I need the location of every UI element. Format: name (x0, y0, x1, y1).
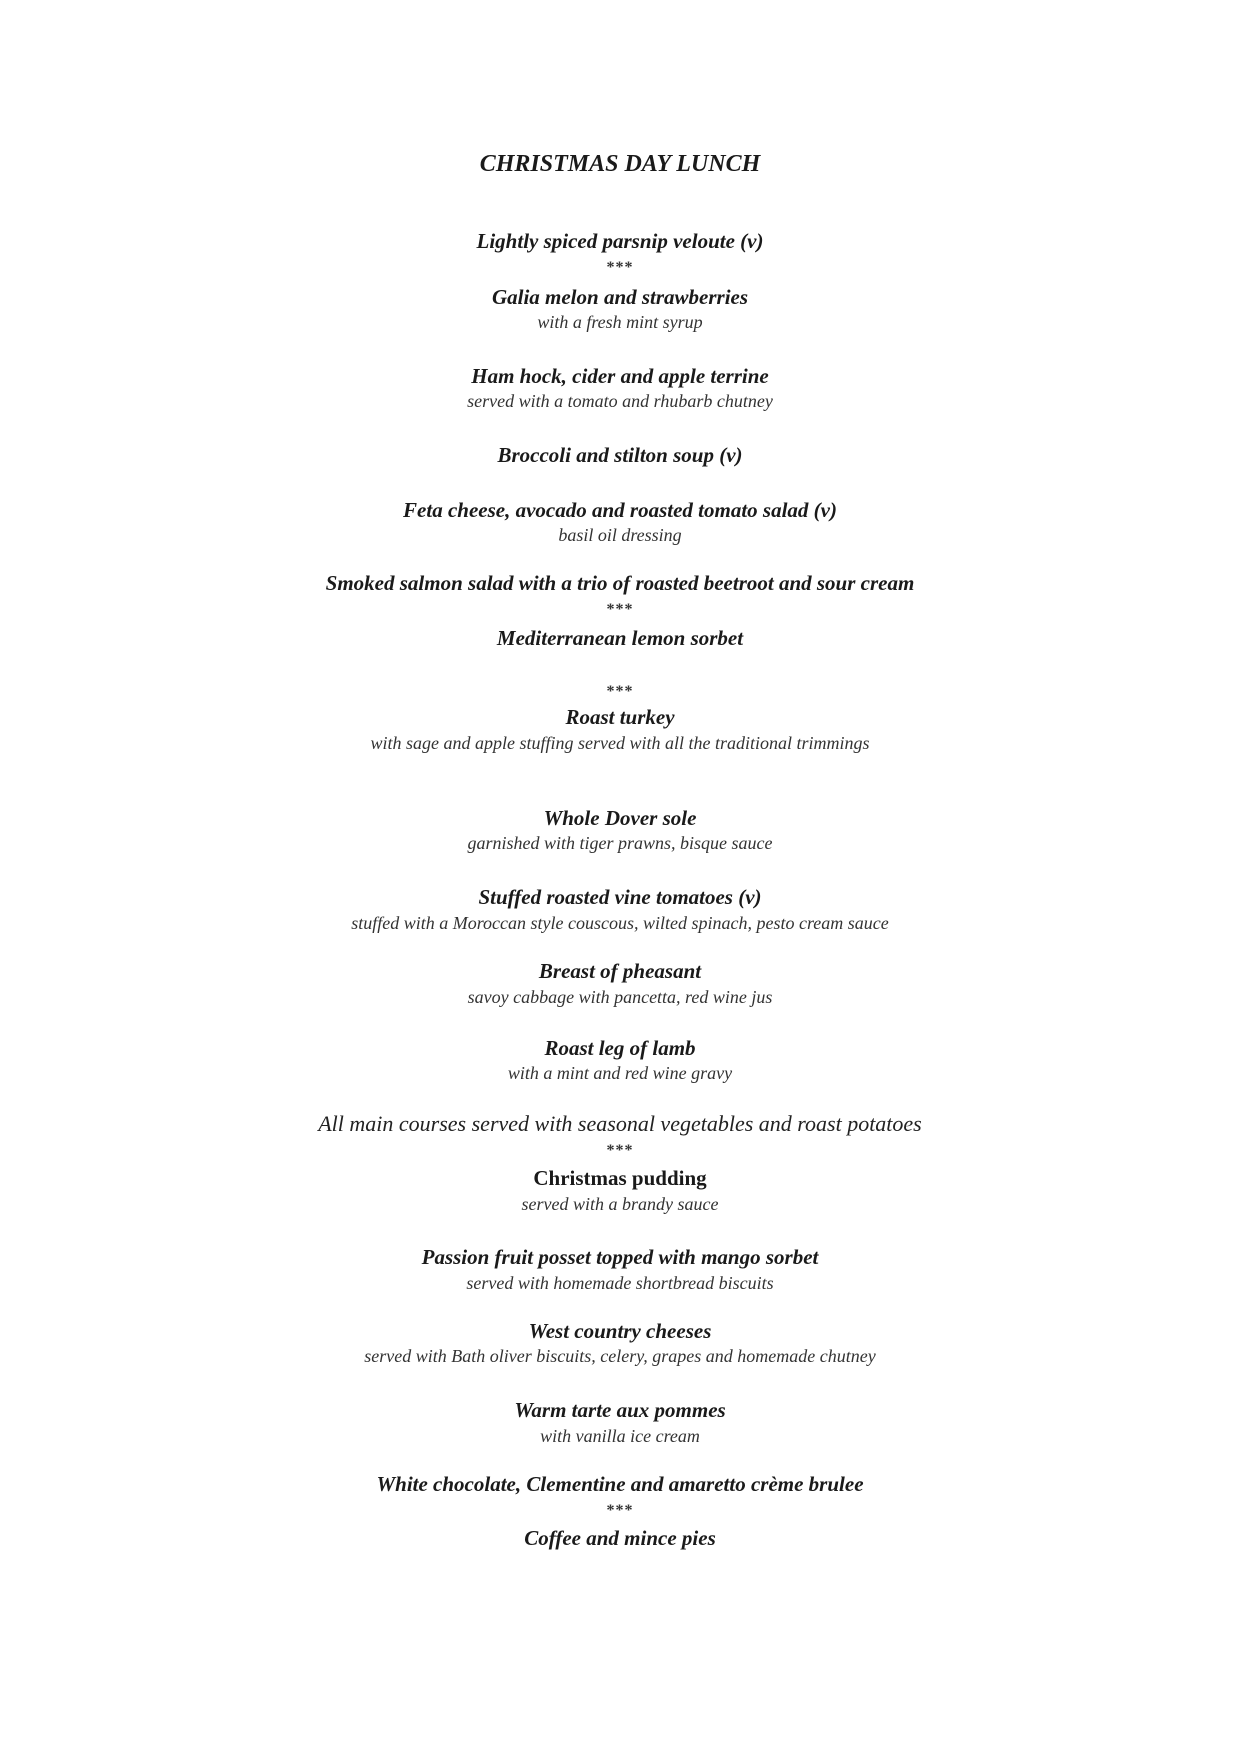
dessert-2-desc: served with homemade shortbread biscuits (466, 1273, 774, 1293)
main-4-name: Breast of pheasant (538, 959, 702, 983)
main-1-desc: with sage and apple stuffing served with all the traditional trimmings (370, 733, 870, 753)
sorbet-name: Mediterranean lemon sorbet (496, 626, 744, 650)
dessert-3-name: West country cheeses (528, 1319, 712, 1343)
dessert-5-name: White chocolate, Clementine and amaretto crème brulee (376, 1472, 864, 1496)
main-3-desc: stuffed with a Moroccan style couscous, wilted spinach, pesto cream sauce (351, 913, 889, 933)
starter-3-name: Ham hock, cider and apple terrine (471, 364, 769, 388)
starter-6-name: Smoked salmon salad with a trio of roasted beetroot and sour cream (325, 571, 915, 595)
starter-3-desc: served with a tomato and rhubarb chutney (467, 391, 773, 411)
main-3-name: Stuffed roasted vine tomatoes (v) (478, 885, 762, 909)
starter-5-name: Feta cheese, avocado and roasted tomato salad (v) (403, 498, 837, 522)
dessert-1-desc: served with a brandy sauce (521, 1194, 719, 1214)
mains-note: All main courses served with seasonal vegetables and roast potatoes (318, 1111, 922, 1136)
starter-5-desc: basil oil dressing (558, 525, 682, 545)
dessert-4-name: Warm tarte aux pommes (514, 1398, 726, 1422)
main-2-desc: garnished with tiger prawns, bisque sauce (467, 833, 773, 853)
menu-title: CHRISTMAS DAY LUNCH (479, 151, 761, 177)
separator: *** (606, 1502, 634, 1519)
separator: *** (606, 683, 634, 700)
starter-4-name: Broccoli and stilton soup (v) (497, 443, 743, 467)
main-1-name: Roast turkey (565, 705, 675, 729)
main-2-name: Whole Dover sole (543, 806, 697, 830)
dessert-3-desc: served with Bath oliver biscuits, celery, grapes and homemade chutney (364, 1346, 876, 1366)
separator: *** (606, 1142, 634, 1159)
finale-name: Coffee and mince pies (524, 1526, 716, 1550)
starter-1-name: Lightly spiced parsnip veloute (v) (476, 229, 764, 253)
dessert-4-desc: with vanilla ice cream (540, 1426, 700, 1446)
starter-2-desc: with a fresh mint syrup (537, 312, 703, 332)
dessert-2-name: Passion fruit posset topped with mango sorbet (421, 1245, 819, 1269)
starter-2-name: Galia melon and strawberries (491, 285, 749, 309)
main-4-desc: savoy cabbage with pancetta, red wine jus (467, 987, 773, 1007)
main-5-desc: with a mint and red wine gravy (507, 1063, 733, 1083)
main-5-name: Roast leg of lamb (544, 1036, 696, 1060)
separator: *** (606, 259, 634, 276)
dessert-1-name: Christmas pudding (533, 1166, 707, 1190)
separator: *** (606, 601, 634, 618)
